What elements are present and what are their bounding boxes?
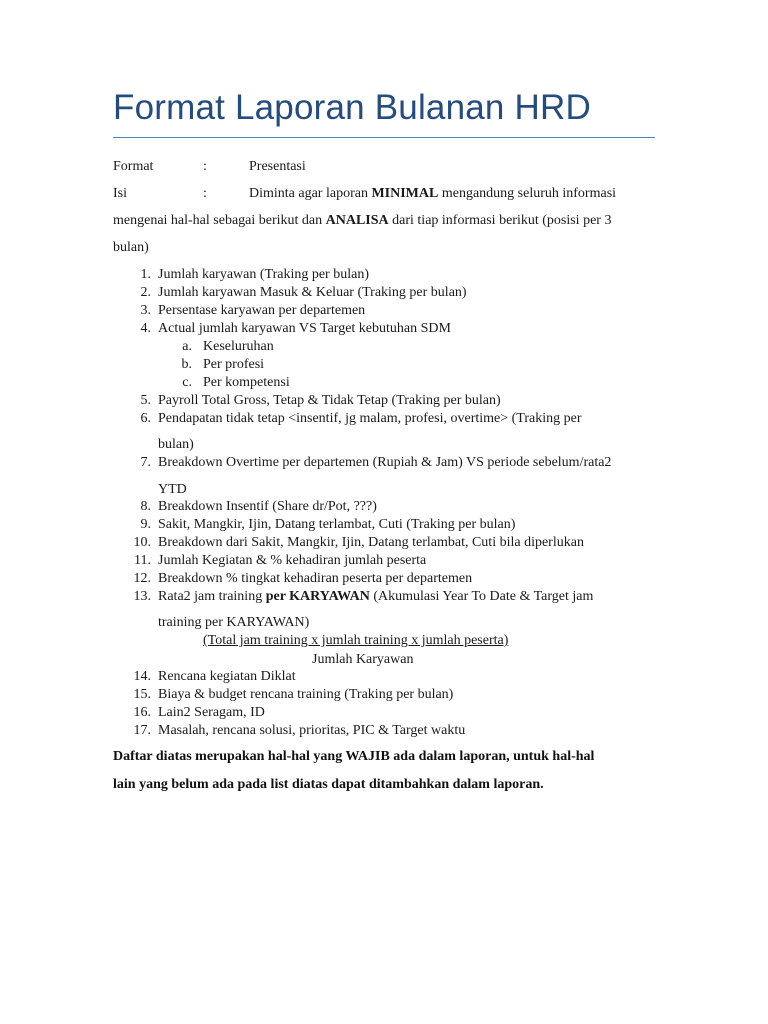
document-title: Format Laporan Bulanan HRD [113,88,591,127]
list-item-number: 4. [140,321,151,336]
format-colon: : [203,159,207,174]
isi-line-2-bold: ANALISA [325,213,389,228]
isi-line-2-post: dari tiap informasi berikut (posisi per 3 [388,213,612,228]
list-item-number: 8. [140,499,151,514]
list-item-text: Persentase karyawan per departemen [158,303,366,318]
list-item-number: 15. [133,687,151,702]
list-item-number: 9. [140,517,151,532]
list-item-text-bold: per KARYAWAN [265,589,370,604]
list-item-text: Pendapatan tidak tetap <insentif, jg malam, profesi, overtime> (Traking per [158,411,582,426]
list-item-number: 16. [133,705,151,720]
format-label: Format [113,159,154,174]
list-item-text: Masalah, rencana solusi, prioritas, PIC & Target waktu [158,723,466,738]
list-item-number: 12. [133,571,151,586]
isi-line-1 [249,185,616,203]
list-item-text-pre: Rata2 jam training [158,589,266,604]
list-item-text: Jumlah Kegiatan & % kehadiran jumlah peserta [158,553,427,568]
formula-denominator: Jumlah Karyawan [312,652,414,667]
list-item-text: Rencana kegiatan Diklat [158,669,296,684]
sublist-item-text: Keseluruhan [203,339,274,354]
list-item-text: Biaya & budget rencana training (Traking per bulan) [158,687,454,702]
list-item-text [158,588,593,606]
list-item-text: Breakdown Overtime per departemen (Rupiah & Jam) VS periode sebelum/rata2 [158,455,612,470]
list-item-text: Breakdown % tingkat kehadiran peserta per departemen [158,571,473,586]
list-item-text: Sakit, Mangkir, Ijin, Datang terlambat, Cuti (Traking per bulan) [158,517,516,532]
list-item-text-continued: bulan) [158,437,194,452]
list-item-number: 10. [133,535,151,550]
isi-label: Isi [113,186,127,201]
list-item-number: 5. [140,393,151,408]
list-item-text: Jumlah karyawan Masuk & Keluar (Traking per bulan) [158,285,467,300]
sublist-item-letter: b. [181,357,192,372]
title-underline [113,137,655,138]
list-item-text-continued: YTD [158,482,187,497]
list-item-text: Lain2 Seragam, ID [158,705,265,720]
isi-line-2-pre: mengenai hal-hal sebagai berikut dan [113,213,326,228]
sublist-item-text: Per profesi [203,357,265,372]
isi-line-2 [113,212,611,230]
list-item-number: 2. [140,285,151,300]
footer-note-line-2: lain yang belum ada pada list diatas dapat ditambahkan dalam laporan. [113,777,544,792]
list-item-text: Actual jumlah karyawan VS Target kebutuhan SDM [158,321,451,336]
list-item-number: 1. [140,267,151,282]
isi-line-1-bold: MINIMAL [371,186,439,201]
list-item-number: 14. [133,669,151,684]
sublist-item-text: Per kompetensi [203,375,290,390]
list-item-number: 13. [133,589,151,604]
footer-note-line-1: Daftar diatas merupakan hal-hal yang WAJIB ada dalam laporan, untuk hal-hal [113,749,595,764]
isi-line-3: bulan) [113,240,149,255]
isi-line-1-pre: Diminta agar laporan [249,186,372,201]
list-item-text-continued: training per KARYAWAN) [158,615,310,630]
list-item-text-post: (Akumulasi Year To Date & Target jam [369,589,594,604]
list-item-number: 17. [133,723,151,738]
list-item-number: 6. [140,411,151,426]
format-value: Presentasi [249,159,306,174]
list-item-text: Payroll Total Gross, Tetap & Tidak Tetap (Traking per bulan) [158,393,501,408]
isi-line-1-post: mengandung seluruh informasi [438,186,617,201]
list-item-number: 7. [140,455,151,470]
formula-numerator: (Total jam training x jumlah training x jumlah peserta) [203,633,509,648]
list-item-number: 3. [140,303,151,318]
sublist-item-letter: c. [182,375,192,390]
list-item-text: Jumlah karyawan (Traking per bulan) [158,267,369,282]
sublist-item-letter: a. [182,339,192,354]
list-item-text: Breakdown Insentif (Share dr/Pot, ???) [158,499,377,514]
list-item-number: 11. [134,553,151,568]
list-item-text: Breakdown dari Sakit, Mangkir, Ijin, Datang terlambat, Cuti bila diperlukan [158,535,584,550]
isi-colon: : [203,186,207,201]
